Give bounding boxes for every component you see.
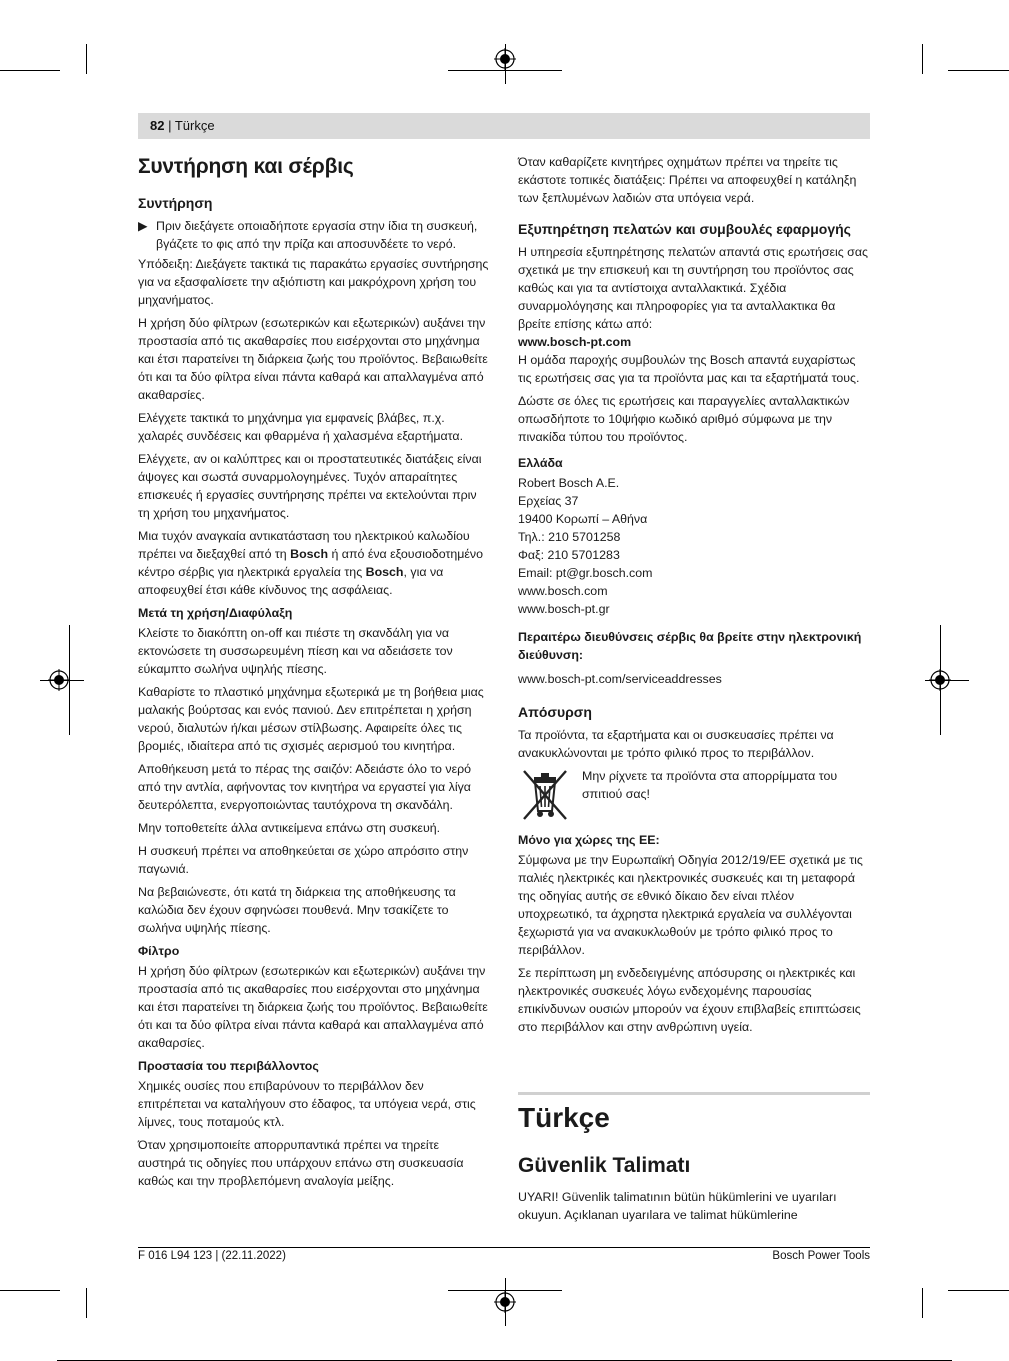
paragraph: Σύμφωνα με την Ευρωπαϊκή Οδηγία 2012/19/ΕΕ σχετικά με τις παλιές ηλεκτρικές και ηλεκτρονικές συσκευές και τη μεταφορά της οδηγίας αυτής σε εθνικό δίκαιο δεν είναι πλέον υποχρεωτικό, τα άχρηστα ηλεκτρικά εργαλεία να συλλέγονται ξεχωριστά για να ανακυκλωθούν με τρόπο φιλικό προς το περιβάλλον.	[518, 853, 863, 957]
website-link[interactable]: www.bosch.com	[518, 584, 608, 598]
registration-mark-icon	[48, 669, 70, 691]
address-line: Φαξ: 210 5701283	[518, 548, 620, 562]
header-text	[150, 118, 215, 133]
bosch-url-link[interactable]: www.bosch-pt.com	[518, 335, 632, 349]
section-divider	[518, 1092, 870, 1095]
paragraph: UYARI! Güvenlik talimatının bütün hükümlerini ve uyarıları okuyun. Açıklanan uyarılara ve talimat hükümlerine	[518, 1190, 837, 1222]
service-heading: Εξυπηρέτηση πελατών και συμβουλές εφαρμογής	[518, 221, 851, 237]
after-use-heading: Μετά τη χρήση/Διαφύλαξη	[138, 606, 293, 620]
page-header	[138, 113, 870, 139]
service-addresses-link[interactable]: www.bosch-pt.com/serviceaddresses	[518, 672, 722, 686]
page-number: 82	[150, 118, 165, 133]
website-link[interactable]: www.bosch-pt.gr	[518, 602, 610, 616]
right-column	[518, 153, 870, 1041]
eu-heading: Μόνο για χώρες της ΕΕ:	[518, 833, 660, 847]
registration-mark-icon	[929, 669, 951, 691]
paragraph: Υπόδειξη: Διεξάγετε τακτικά τις παρακάτω εργασίες συντήρησης για να εξασφαλίσετε την αξιόπιστη και μακρόχρονη χρήση του μηχανήματος.	[138, 257, 489, 307]
paragraph: Η υπηρεσία εξυπηρέτησης πελατών απαντά στις ερωτήσεις σας σχετικά με την επισκευή και τη συντήρηση του προϊόντος σας καθώς και για τα αντίστοιχα ανταλλακτικά. Σχέδια συναρμολόγησης και πληροφορίες για τα ανταλλακτικα θα βρείτε επίσης κάτω από:	[518, 245, 868, 331]
registration-mark-icon	[494, 48, 516, 70]
filter-heading: Φίλτρο	[138, 944, 180, 958]
maintenance-heading: Συντήρηση	[138, 195, 213, 211]
paragraph: Μην τοποθετείτε άλλα αντικείμενα επάνω στη συσκευή.	[138, 821, 441, 835]
triangle-bullet-icon: ▶	[138, 219, 148, 233]
paragraph: Η συσκευή πρέπει να αποθηκεύεται σε χώρο απρόσιτο στην παγωνιά.	[138, 844, 469, 876]
paragraph: Η ομάδα παροχής συμβουλών της Bosch απαντά ευχαρίστως τις ερωτήσεις σας για τα προϊόντα μας και τα εξαρτήματά τους.	[518, 353, 860, 385]
address-line: Ερχείας 37	[518, 494, 579, 508]
address-line: Robert Bosch A.E.	[518, 476, 620, 490]
footer-brand: Bosch Power Tools	[772, 1250, 870, 1262]
header-language: Türkçe	[174, 118, 215, 133]
paragraph: Κλείστε το διακόπτη on-off και πιέστε τη σκανδάλη για να εκτονώσετε τη συσσωρευμένη πίεση και να αδειάσετε τον εύκαμπτο σωλήνα υψηλής πίεσης.	[138, 626, 453, 676]
more-service-heading: Περαιτέρω διευθύνσεις σέρβις θα βρείτε στην ηλεκτρονική διεύθυνση:	[518, 630, 862, 662]
footer-doc-ref: F 016 L94 123 | (22.11.2022)	[138, 1250, 286, 1262]
footer-divider	[138, 1247, 870, 1248]
paragraph: Η χρήση δύο φίλτρων (εσωτερικών και εξωτερικών) αυξάνει την προστασία από τις ακαθαρσίες που εισέρχονται στο μηχάνημα και έτσι παρατείνει τη διάρκεια ζωής του προϊόντος. Βεβαιωθείτε ότι και τα δύο φίλτρα είναι πάντα καθαρά και απαλλαγμένα από ακαθαρσίες.	[138, 316, 488, 402]
country-heading: Ελλάδα	[518, 456, 563, 470]
address-line: 19400 Κορωπί – Αθήνα	[518, 512, 648, 526]
address-line: Τηλ.: 210 5701258	[518, 530, 621, 544]
paragraph: Όταν χρησιμοποιείτε απορρυπαντικά πρέπει να τηρείτε αυστηρά τις οδηγίες που υπάρχουν επάνω στη συσκευασία καθώς και την προβλεπόμενη αναλογία μείξης.	[138, 1138, 464, 1188]
paragraph: Καθαρίστε το πλαστικό μηχάνημα εξωτερικά με τη βοήθεια μιας μαλακής βούρτσας και ενός πανιού. Δεν επιτρέπεται η χρήση νερού, διαλυτών ή/και μέσων στίλβωσης. Αφαιρείτε όλες τις βρομιές, ιδιαίτερα από τις σχισμές αερισμού του κινητήρα.	[138, 685, 484, 753]
section-title: Συντήρηση και σέρβις	[138, 155, 354, 178]
registration-mark-icon	[494, 1291, 516, 1313]
paragraph: Δώστε σε όλες τις ερωτήσεις και παραγγελίες ανταλλακτικών οπωσδήποτε το 10ψήφιο κωδικό αριθμό σύμφωνα με την πινακίδα τύπου του προϊόντος.	[518, 394, 850, 444]
address-block	[518, 474, 870, 618]
header-separator: |	[164, 118, 175, 133]
environment-heading: Προστασία του περιβάλλοντος	[138, 1059, 319, 1073]
email-link[interactable]: Email: pt@gr.bosch.com	[518, 566, 653, 580]
left-column	[138, 153, 490, 1195]
paragraph: Χημικές ουσίες που επιβαρύνουν το περιβάλλον δεν επιτρέπεται να καταλήγουν στο έδαφος, τα υπόγεια νερά, στις λίμνες, τους ποταμούς κτλ.	[138, 1079, 476, 1129]
turkish-section	[518, 1100, 870, 1229]
disposal-heading: Απόσυρση	[518, 704, 592, 720]
paragraph: Όταν καθαρίζετε κινητήρες οχημάτων πρέπει να τηρείτε τις εκάστοτε τοπικές διατάξεις: Πρέπει να αποφευχθεί η κατάληξη των ξεπλυμένων λαδιών στα υπόγεια νερά.	[518, 155, 857, 205]
paragraph: Η χρήση δύο φίλτρων (εσωτερικών και εξωτερικών) αυξάνει την προστασία από τις ακαθαρσίες που εισέρχονται στο μηχάνημα και έτσι παρατείνει τη διάρκεια ζωής του προϊόντος. Βεβαιωθείτε ότι και τα δύο φίλτρα είναι πάντα καθαρά και απαλλαγμένα από ακαθαρσίες.	[138, 964, 488, 1050]
paragraph: Να βεβαιώνεστε, ότι κατά τη διάρκεια της αποθήκευσης τα καλώδια δεν έχουν σφηνώσει πουθενά. Μην τσακίζετε το σωλήνα υψηλής πίεσης.	[138, 885, 456, 935]
paragraph: Μια τυχόν αναγκαία αντικατάσταση του ηλεκτρικού καλωδίου πρέπει να διεξαχθεί από τη Bosch ή από ένα εξουσιοδοτημένο κέντρο σέρβις για ηλεκτρικά εργαλεία της Bosch, για να αποφευχθεί έτσι κάθε κίνδυνος της ασφάλειας.	[138, 529, 484, 597]
paragraph: Τα προϊόντα, τα εξαρτήματα και οι συσκευασίες πρέπει να ανακυκλώνονται με τρόπο φιλικό προς το περιβάλλον.	[518, 728, 834, 760]
paragraph: Σε περίπτωση μη ενδεδειγμένης απόσυρσης οι ηλεκτρικές και ηλεκτρονικές συσκευές λόγω ενδεχομένης παρουσίας επικίνδυνων ουσιών μπορούν να έχουν επιβλαβείς επιπτώσεις στο περιβάλλον και στην ανθρώπινη υγεία.	[518, 966, 861, 1034]
paragraph: Ελέγχετε τακτικά το μηχάνημα για εμφανείς βλάβες, π.χ. χαλαρές συνδέσεις και φθαρμένα ή χαλασμένα εξαρτήματα.	[138, 411, 464, 443]
bullet-item: ▶ Πριν διεξάγετε οποιαδήποτε εργασία στην ίδια τη συσκευή, βγάζετε το φις από την πρίζα και αποσυνδέετε το νερό.	[138, 219, 478, 251]
weee-text: Μην ρίχνετε τα προϊόντα στα απορρίμματα του σπιτιού σας!	[582, 769, 838, 801]
paragraph: Αποθήκευση μετά το πέρας της σαιζόν: Αδειάστε όλο το νερό από την αντλία, αφήνοντας τον κινητήρα να εργαστεί για λίγα δευτερόλεπτα, ενεργοποιώντας ταυτόχρονα τη σκανδάλη.	[138, 762, 472, 812]
crossed-bin-icon	[518, 767, 572, 823]
weee-notice	[518, 767, 870, 823]
safety-heading: Güvenlik Talimatı	[518, 1154, 691, 1177]
paragraph: Ελέγχετε, αν οι καλύπτρες και οι προστατευτικές διατάξεις είναι άψογες και σωστά συναρμολογημένες. Τυχόν απαραίτητες επισκευές ή εργασίες συντήρησης πρέπει να εκτελούνται πριν τη χρήση του μηχανήματος.	[138, 452, 482, 520]
language-section-title: Türkçe	[518, 1102, 610, 1133]
